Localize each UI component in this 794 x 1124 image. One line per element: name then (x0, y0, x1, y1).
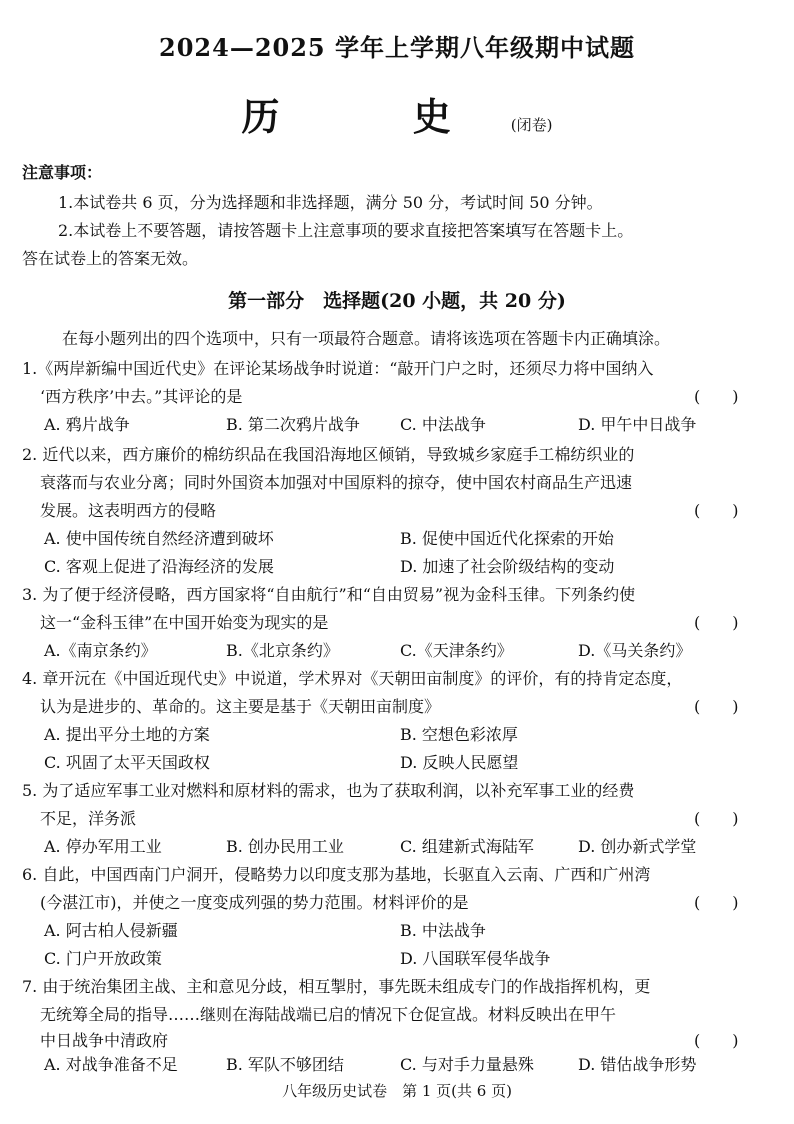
question-6-option-b: B. 中法战争 (400, 921, 486, 940)
page-footer: 八年级历史试卷 第 1 页(共 6 页) (282, 1082, 512, 1100)
question-5-option-a: A. 停办军用工业 (44, 837, 162, 856)
question-4-line-2: 认为是进步的、革命的。这主要是基于《天朝田亩制度》 (40, 697, 441, 716)
answer-paren: ( ) (694, 1031, 739, 1050)
answer-paren: ( ) (694, 697, 739, 716)
question-3-line-2: 这一“金科玉律”在中国开始变为现实的是 (40, 613, 329, 632)
question-1-line-1: 1.《两岸新编中国近代史》在评论某场战争时说道：“敲开门户之时，还须尽力将中国纳入 (22, 359, 654, 378)
question-2-option-c: C. 客观上促进了沿海经济的发展 (44, 557, 274, 576)
answer-paren: ( ) (694, 613, 739, 632)
answer-paren: ( ) (694, 387, 739, 406)
subject-note: (闭卷) (510, 116, 553, 134)
question-4-option-d: D. 反映人民愿望 (400, 753, 519, 772)
answer-paren: ( ) (694, 809, 739, 828)
question-2-line-1: 2. 近代以来，西方廉价的棉纺织品在我国沿海地区倾销，导致城乡家庭手工棉纺织业的 (22, 445, 635, 464)
question-6-option-a: A. 阿古柏人侵新疆 (44, 921, 178, 940)
question-7-option-a: A. 对战争准备不足 (44, 1055, 178, 1074)
note-item-2-cont: 答在试卷上的答案无效。 (22, 249, 199, 268)
question-6-line-2: (今湛江市)，并使之一度变成列强的势力范围。材料评价的是 (40, 893, 469, 912)
question-6-option-c: C. 门户开放政策 (44, 949, 162, 968)
note-item-2: 2.本试卷上不要答题，请按答题卡上注意事项的要求直接把答案填写在答题卡上。 (58, 221, 634, 240)
question-7-option-d: D. 错估战争形势 (578, 1055, 697, 1074)
question-1-option-b: B. 第二次鸦片战争 (226, 415, 360, 434)
question-3-option-b: B.《北京条约》 (226, 641, 339, 660)
question-1-option-a: A. 鸦片战争 (44, 415, 130, 434)
question-2-line-3: 发展。这表明西方的侵略 (40, 501, 217, 520)
question-5-line-2: 不足，洋务派 (40, 809, 137, 828)
question-3-option-c: C.《天津条约》 (400, 641, 513, 660)
question-7-option-c: C. 与对手力量悬殊 (400, 1055, 534, 1074)
question-2-line-2: 衰落而与农业分离；同时外国资本加强对中国原料的掠夺，使中国农村商品生产迅速 (40, 473, 633, 492)
question-1-line-2: ‘西方秩序’中去。”其评论的是 (40, 387, 243, 406)
question-4-option-b: B. 空想色彩浓厚 (400, 725, 518, 744)
answer-paren: ( ) (694, 893, 739, 912)
question-7-option-b: B. 军队不够团结 (226, 1055, 344, 1074)
question-1-option-d: D. 甲午中日战争 (578, 415, 697, 434)
question-6-option-d: D. 八国联军侵华战争 (400, 949, 551, 968)
question-4-option-c: C. 巩固了太平天国政权 (44, 753, 210, 772)
question-5-option-c: C. 组建新式海陆军 (400, 837, 534, 856)
subject-heading (0, 86, 794, 141)
question-2-option-b: B. 促使中国近代化探索的开始 (400, 529, 614, 548)
note-item-1: 1.本试卷共 6 页，分为选择题和非选择题，满分 50 分，考试时间 50 分钟。 (58, 193, 603, 212)
question-4-option-a: A. 提出平分土地的方案 (44, 725, 210, 744)
exam-title: 2024—2025 学年上学期八年级期中试题 (159, 33, 635, 62)
question-5-option-d: D. 创办新式学堂 (578, 837, 697, 856)
question-7-line-2: 无统筹全局的指导……继则在海陆战端已启的情况下仓促宣战。材料反映出在甲午 (40, 1005, 617, 1024)
question-3-option-d: D.《马关条约》 (578, 641, 692, 660)
section-instruction: 在每小题列出的四个选项中，只有一项最符合题意。请将该选项在答题卡内正确填涂。 (62, 329, 671, 348)
answer-paren: ( ) (694, 501, 739, 520)
notes-heading: 注意事项： (22, 163, 103, 182)
question-2-option-d: D. 加速了社会阶级结构的变动 (400, 557, 615, 576)
question-1-option-c: C. 中法战争 (400, 415, 486, 434)
subject-name: 历 史 (241, 94, 511, 139)
question-3-line-1: 3. 为了便于经济侵略，西方国家将“自由航行”和“自由贸易”视为金科玉律。下列条约使 (22, 585, 636, 604)
question-5-option-b: B. 创办民用工业 (226, 837, 344, 856)
question-6-line-1: 6. 自此，中国西南门户洞开，侵略势力以印度支那为基地，长驱直入云南、广西和广州湾 (22, 865, 651, 884)
question-2-option-a: A. 使中国传统自然经济遭到破坏 (44, 529, 274, 548)
question-4-line-1: 4. 章开沅在《中国近现代史》中说道，学术界对《天朝田亩制度》的评价，有的持肯定态度， (22, 669, 683, 688)
question-5-line-1: 5. 为了适应军事工业对燃料和原材料的需求，也为了获取利润，以补充军事工业的经费 (22, 781, 635, 800)
question-7-line-1: 7. 由于统治集团主战、主和意见分歧，相互掣肘，事先既未组成专门的作战指挥机构，更 (22, 977, 651, 996)
question-7-line-3: 中日战争中清政府 (40, 1031, 169, 1050)
section-title: 第一部分 选择题(20 小题，共 20 分) (228, 290, 566, 312)
question-3-option-a: A.《南京条约》 (44, 641, 157, 660)
